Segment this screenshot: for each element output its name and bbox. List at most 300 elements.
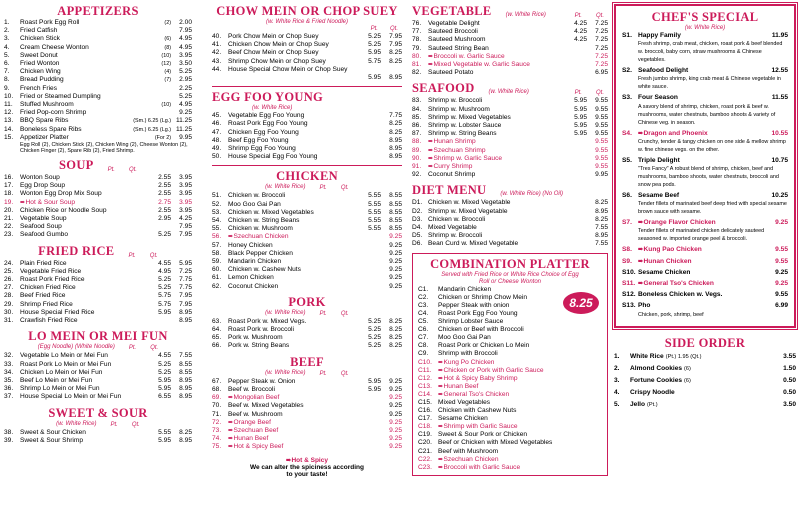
item-price-qt: 9.25 (389, 233, 402, 241)
item-number: 14. (4, 125, 14, 133)
item-size: (6) (684, 365, 691, 372)
item-number: 52. (212, 200, 222, 208)
chefs-special-box (614, 4, 796, 328)
menu-item (212, 402, 402, 410)
item-price-pt: 5.95 (574, 105, 587, 113)
item-number: 33. (4, 360, 14, 368)
chicken-list (212, 192, 402, 290)
item-price-pt: 5.95 (158, 376, 171, 384)
item-name: Wonton Soup (20, 174, 60, 182)
item-price-qt: 9.25 (389, 258, 402, 266)
item-price-qt: 8.95 (595, 232, 608, 240)
menu-item (4, 109, 192, 117)
item-size: (10) (161, 102, 171, 109)
pork-qt-label: Qt. (340, 310, 349, 317)
item-name: House Special Egg Foo Young (228, 153, 318, 161)
chow-mein-list (212, 33, 402, 82)
item-name: Roast Pork Lo Mein or Mei Fun (20, 360, 112, 368)
item-number: 30. (4, 308, 14, 316)
divider (212, 165, 402, 166)
item-name: Chicken Fried Rice (20, 284, 76, 292)
item-name: Lemon Chicken (228, 274, 274, 282)
item-name-wrap (630, 399, 772, 411)
side-item (614, 363, 796, 375)
item-number: 85. (412, 113, 422, 121)
item-name: Vegetable Egg Foo Young (228, 112, 305, 120)
item-name: Appetizer Platter (20, 133, 69, 141)
beef-subtitle: (w. White Rice) (265, 369, 306, 376)
menu-item (212, 209, 402, 217)
item-name: House Special Chow Mein or Chop Suey (228, 65, 348, 73)
item-name: ➨Hunan Beef (438, 382, 479, 390)
item-number: 20. (4, 206, 14, 214)
item-price-qt: 9.25 (389, 274, 402, 282)
item-price-pt (360, 443, 381, 451)
item-number: 59. (212, 258, 222, 266)
item-price-qt (381, 66, 402, 74)
menu-item (4, 260, 192, 268)
item-name: Roast Pork Egg Foo Young (228, 120, 308, 128)
item-price-qt: 7.75 (179, 276, 192, 284)
item-price-qt: 2.95 (179, 76, 192, 84)
chef-item (622, 302, 788, 310)
item-price-pt: 5.55 (368, 217, 381, 225)
item-number: 86. (412, 122, 422, 130)
item-price-qt: 8.25 (389, 326, 402, 334)
item-size: (4) (164, 69, 171, 76)
item-price-pt (360, 402, 381, 410)
item-number: 1. (4, 19, 10, 26)
item-price-qt: 3.95 (179, 182, 192, 190)
item-price-qt: 7.75 (179, 284, 192, 292)
menu-item (412, 36, 608, 44)
chef-subtitle: (w. White Rice) (684, 25, 726, 31)
item-name: ➨Szechuan Chicken (438, 455, 499, 463)
item-number: C8. (418, 342, 429, 350)
menu-item (4, 385, 192, 393)
chef-item (622, 269, 788, 277)
lo-mein-header (4, 344, 192, 351)
chow-mein-title: CHOW MEIN OR CHOP SUEY (216, 4, 398, 18)
item-price-pt: 4.55 (158, 259, 171, 267)
item-price-pt: 5.95 (368, 74, 381, 82)
menu-item (4, 309, 192, 317)
pork-subtitle: (w. White Rice) (265, 309, 306, 316)
item-description: Chicken, pork, shrimp, beef (638, 311, 704, 318)
menu-item (4, 93, 192, 101)
item-name: Fried Wonton (20, 60, 60, 68)
item-name: Beef Fried Rice (20, 292, 66, 300)
item-name: Pork w. Mushroom (228, 334, 283, 342)
item-number: S12. (622, 291, 636, 299)
seafood-pt-label: Pt. (574, 90, 582, 97)
item-name: White Rice (630, 352, 664, 360)
item-name: Chicken Lo Mein or Mei Fun (20, 368, 103, 376)
menu-item (412, 155, 608, 163)
item-number: 69. (212, 394, 222, 402)
item-number: C3. (418, 301, 429, 309)
item-name: Pork w. String Beans (228, 342, 290, 350)
menu-item (212, 427, 402, 435)
item-price-qt: 8.55 (179, 368, 192, 376)
item-number: 2. (4, 27, 10, 35)
menu-item (212, 129, 402, 137)
item-number: S3. (622, 94, 632, 102)
sweet-sour-subtitle: (w. White Rice) (56, 420, 97, 427)
chicken-subtitle: (w. White Rice) (265, 184, 306, 191)
item-number: S2. (622, 67, 632, 75)
beef-header (212, 370, 402, 377)
item-price-qt: 7.75 (389, 112, 402, 120)
menu-item (4, 199, 192, 207)
item-number: S7. (622, 219, 632, 227)
item-number: 51. (212, 192, 222, 200)
item-number: S13. (622, 302, 636, 310)
item-number: 80. (412, 52, 422, 60)
item-name: Fried or Steamed Dumpling (20, 92, 101, 100)
item-price-qt: 7.95 (179, 292, 192, 300)
item-number: C10. (418, 358, 432, 366)
item-number: 27. (4, 284, 14, 292)
item-price-pt (566, 155, 587, 163)
combo-item (418, 407, 602, 415)
item-name: ➨Hot & Sour Soup (20, 198, 76, 206)
item-price-qt: 7.25 (179, 267, 192, 275)
item-number: 77. (412, 28, 422, 36)
combo-item (418, 383, 602, 391)
item-name: Seafood Gumbo (20, 231, 69, 239)
item-name: Shrimp Egg Foo Young (228, 145, 296, 153)
item-number: 4. (4, 43, 10, 51)
item-price-qt: 7.95 (179, 300, 192, 308)
item-price-qt: 3.95 (179, 174, 192, 182)
item-number: D6. (412, 240, 423, 248)
item-size: (For 2) (154, 134, 171, 141)
chow-mein-pt-label: Pt. (370, 26, 378, 32)
item-price-pt (566, 61, 587, 69)
item-price-qt: 4.95 (179, 43, 192, 51)
menu-item (212, 192, 402, 200)
item-price-qt: 2.00 (179, 19, 192, 26)
menu-item (212, 41, 402, 49)
menu-item (412, 45, 608, 53)
item-name: ➨Orange Flavor Chicken (638, 219, 716, 227)
soup-pt-label: Pt. (107, 167, 115, 174)
item-number: 35. (4, 376, 14, 384)
combo-item (418, 423, 602, 431)
item-number: 68. (212, 385, 222, 393)
item-name: Chicken w. Broccoli (428, 215, 486, 223)
item-name: Shrimp w. Lobster Sauce (428, 122, 502, 130)
chow-mein-header (212, 26, 402, 32)
lo-mein-title: LO MEIN OR MEI FUN (28, 329, 168, 344)
seafood-section (412, 81, 608, 179)
lo-mein-section (4, 329, 192, 401)
item-number: 87. (412, 130, 422, 138)
item-price-pt: 5.25 (368, 334, 381, 342)
vegetable-qt-label: Qt. (595, 13, 604, 19)
menu-item (4, 182, 192, 190)
item-price-pt: 5.55 (158, 428, 171, 436)
side-list (614, 351, 796, 411)
item-number: 5. (614, 400, 620, 408)
item-number: C22. (418, 455, 432, 463)
combo-item (418, 456, 602, 464)
item-price-pt (360, 242, 381, 250)
soup-header (4, 158, 192, 173)
item-price: 10.25 (771, 192, 788, 200)
side-item (614, 399, 796, 411)
menu-item (212, 66, 402, 74)
menu-item (412, 130, 608, 138)
item-name: Fortune Cookies (630, 376, 683, 384)
item-name: Bread Pudding (20, 76, 64, 84)
menu-item (212, 225, 402, 233)
diet-list (412, 199, 608, 248)
menu-item (412, 97, 608, 105)
menu-item (212, 318, 402, 326)
item-size: (Pt.) (647, 401, 658, 408)
menu-item (4, 352, 192, 360)
item-name: Sauteed Mushroom (428, 36, 486, 44)
menu-item (412, 199, 608, 207)
item-number: 74. (212, 435, 222, 443)
menu-item (4, 19, 192, 27)
item-number: 83. (412, 97, 422, 105)
item-name: ➨Szechuan Chicken (228, 233, 289, 241)
item-size: (Sm.) 6.25 (Lg.) (133, 126, 171, 133)
item-price-pt (360, 258, 381, 266)
item-name: Chicken Chow Mein or Chop Suey (228, 41, 329, 49)
item-name: Chicken Rice or Noodle Soup (20, 206, 107, 214)
item-price-qt: 8.25 (389, 342, 402, 350)
item-price-pt (566, 45, 587, 53)
item-price-pt: 5.25 (158, 276, 171, 284)
pork-title: PORK (288, 294, 326, 309)
menu-item (212, 411, 402, 419)
item-number: 75. (212, 443, 222, 451)
item-price-qt: 8.55 (179, 360, 192, 368)
item-number: 54. (212, 217, 222, 225)
item-name: ➨Hot & Spicy Baby Shrimp (438, 374, 518, 382)
item-price-qt: 7.55 (595, 224, 608, 232)
combo-subtitle-1: Served with Fried Rice or White Rice Choice of Egg (441, 271, 579, 278)
item-price-pt: 5.25 (158, 231, 171, 239)
combo-title: COMBINATION PLATTER (430, 256, 590, 271)
item-number: S1. (622, 32, 632, 39)
item-name: Moo Goo Gai Pan (438, 334, 491, 342)
egg-foo-young-list (212, 112, 402, 161)
item-name: ➨General Tso's Chicken (438, 390, 510, 398)
chow-mein-section (212, 4, 402, 82)
item-name: Chicken Stick (20, 35, 60, 43)
item-price-qt: 7.95 (179, 231, 192, 239)
item-name: Shrimp Chow Mein or Chop Suey (228, 57, 326, 65)
item-number: 3. (614, 376, 620, 384)
item-price-qt: 7.95 (389, 41, 402, 49)
item-name: Vegetable Fried Rice (20, 267, 82, 275)
item-price-qt: 6.95 (595, 69, 608, 77)
chef-item (622, 192, 788, 200)
item-number: 89. (412, 146, 422, 154)
sweet-sour-header (4, 421, 192, 428)
item-price-qt: 7.25 (595, 36, 608, 44)
menu-item (212, 120, 402, 128)
item-number: C18. (418, 423, 432, 431)
item-name: Beef Egg Foo Young (228, 136, 289, 144)
item-name: Happy Family (638, 32, 681, 39)
item-number: 62. (212, 282, 222, 290)
item-price-qt: 9.25 (179, 109, 192, 117)
item-price-pt: 5.75 (158, 300, 171, 308)
item-name: Sweet & Sour Pork or Chicken (438, 431, 528, 439)
item-price-pt (566, 171, 587, 179)
item-name: Chicken w. Cashew Nuts (228, 266, 301, 274)
item-description: Tender fillets of marinated chicken delicately sauteed seasoned w. imported orange peel & broccoli. (638, 228, 765, 243)
item-price-pt: 5.25 (158, 284, 171, 292)
item-price: 1.50 (783, 364, 796, 372)
menu-item (212, 49, 402, 57)
item-name: Triple Delight (638, 156, 680, 164)
item-price-qt: 3.95 (179, 206, 192, 214)
vegetable-list (412, 20, 608, 77)
item-name: ➨General Tso's Chicken (638, 280, 714, 288)
item-name: Roast Pork w. Broccoli (228, 326, 294, 334)
vegetable-header (412, 4, 608, 19)
item-description: Crunchy, tender & tangy chicken on one side & mellow shrimp w. fine chinese vegs. on the other. (638, 138, 786, 153)
item-number: 8. (4, 76, 10, 84)
menu-item (212, 250, 402, 258)
item-size: (8) (164, 44, 171, 51)
item-number: C23. (418, 463, 432, 471)
menu-item (212, 435, 402, 443)
menu-item (4, 44, 192, 52)
item-description: A savory blend of shrimp, chicken, roast pork & beef w. mushrooms, water chestnuts, bamboo shoots & variety of Chinese veg. in season. (638, 103, 776, 126)
item-name: ➨Curry Shrimp (428, 163, 473, 171)
combo-item (418, 431, 602, 439)
item-price-qt: 8.55 (389, 208, 402, 216)
pork-section (212, 295, 402, 351)
fried-rice-list (4, 260, 192, 326)
item-price-qt: 9.55 (595, 138, 608, 146)
item-price-qt: 9.95 (179, 133, 192, 141)
menu-item (4, 276, 192, 284)
menu-item (212, 342, 402, 350)
item-name: Sesame Beef (638, 192, 680, 200)
item-price-pt: 2.55 (158, 182, 171, 190)
item-price-qt: 8.95 (179, 385, 192, 393)
item-price-pt: 2.55 (158, 174, 171, 182)
combo-item (418, 334, 602, 342)
menu-item (412, 163, 608, 171)
appetizers-list (4, 19, 192, 142)
item-name: French Fries (20, 84, 58, 92)
combo-item (418, 464, 602, 472)
item-price-pt (360, 266, 381, 274)
item-number: S4. (622, 129, 632, 137)
item-number: C20. (418, 439, 432, 447)
item-number: 16. (4, 174, 14, 182)
item-name: ➨Mongolian Beef (228, 394, 280, 402)
chef-list (622, 32, 788, 319)
item-number: 66. (212, 342, 222, 350)
item-name: Pork Chow Mein or Chop Suey (228, 33, 319, 40)
item-price-pt: 5.95 (368, 377, 381, 385)
item-number: 28. (4, 292, 14, 300)
item-price-pt (360, 411, 381, 419)
platter-note: Egg Roll (2), Chicken Stick (2), Chicken Wing (2), Cheese Wonton (2), Chicken Finger (2), Spare Rib (2), Fried Shrimp. (20, 142, 188, 155)
item-price-pt: 5.95 (158, 436, 171, 444)
item-price-pt (360, 419, 381, 427)
item-price-qt: 11.25 (175, 125, 192, 133)
combination-platter-box (412, 253, 608, 476)
item-size: (7) (164, 77, 171, 84)
item-number: 12. (4, 109, 14, 117)
item-number: C16. (418, 407, 432, 415)
item-number: 21. (4, 215, 14, 223)
item-number: 78. (412, 36, 422, 44)
item-name: Sweet & Sour Shrimp (20, 436, 84, 444)
side-title: SIDE ORDER (664, 335, 746, 350)
item-number: 40. (212, 33, 222, 40)
menu-item (212, 443, 402, 451)
item-price-pt: 5.95 (368, 385, 381, 393)
item-price-qt: 8.25 (389, 317, 402, 325)
item-number: 2. (614, 364, 620, 372)
item-price-qt: 5.95 (179, 259, 192, 267)
item-name: Shrimp w. String Beans (428, 130, 497, 138)
item-price-qt: 9.25 (389, 426, 402, 434)
item-price-pt: 2.55 (158, 190, 171, 198)
item-price-qt: 7.95 (179, 27, 192, 35)
item-price-pt: 5.95 (574, 122, 587, 130)
spicy-note-line2: to your taste! (286, 470, 328, 478)
item-name: Chicken w. Mixed Vegetables (228, 208, 314, 216)
chef-item (622, 130, 788, 138)
item-size: (Sm.) 6.25 (Lg.) (133, 118, 171, 125)
item-number: 39. (4, 436, 14, 444)
combo-price-badge: 8.25 (563, 292, 599, 314)
item-name: Beef w. Broccoli (228, 385, 275, 393)
item-name: Beef w. Mixed Vegetables (228, 402, 304, 410)
item-name: Jello (630, 400, 646, 408)
item-price-qt: 8.25 (389, 334, 402, 342)
item-name: Beef w. Mushroom (228, 410, 283, 418)
item-price: 3.50 (783, 400, 796, 408)
menu-item (412, 122, 608, 130)
pork-pt-label: Pt. (319, 310, 327, 317)
item-price-pt (360, 435, 381, 443)
item-number: C11. (418, 366, 432, 374)
chicken-qt-label: Qt. (340, 185, 349, 192)
menu-item (412, 224, 608, 232)
item-price: 3.55 (783, 352, 796, 360)
chef-item (622, 94, 788, 102)
item-number: 64. (212, 326, 222, 334)
item-number: 7. (4, 68, 10, 76)
item-number: 26. (4, 276, 14, 284)
item-name: Chicken Wing (20, 68, 61, 76)
chicken-section (212, 169, 402, 290)
menu-item (4, 369, 192, 377)
lo-mein-qt-label: Qt. (150, 345, 159, 352)
beef-list (212, 378, 402, 452)
menu-item (212, 334, 402, 342)
item-number: 79. (412, 44, 422, 52)
item-price-qt: 8.95 (179, 393, 192, 401)
combo-item (418, 439, 602, 447)
item-number: C14. (418, 390, 432, 398)
